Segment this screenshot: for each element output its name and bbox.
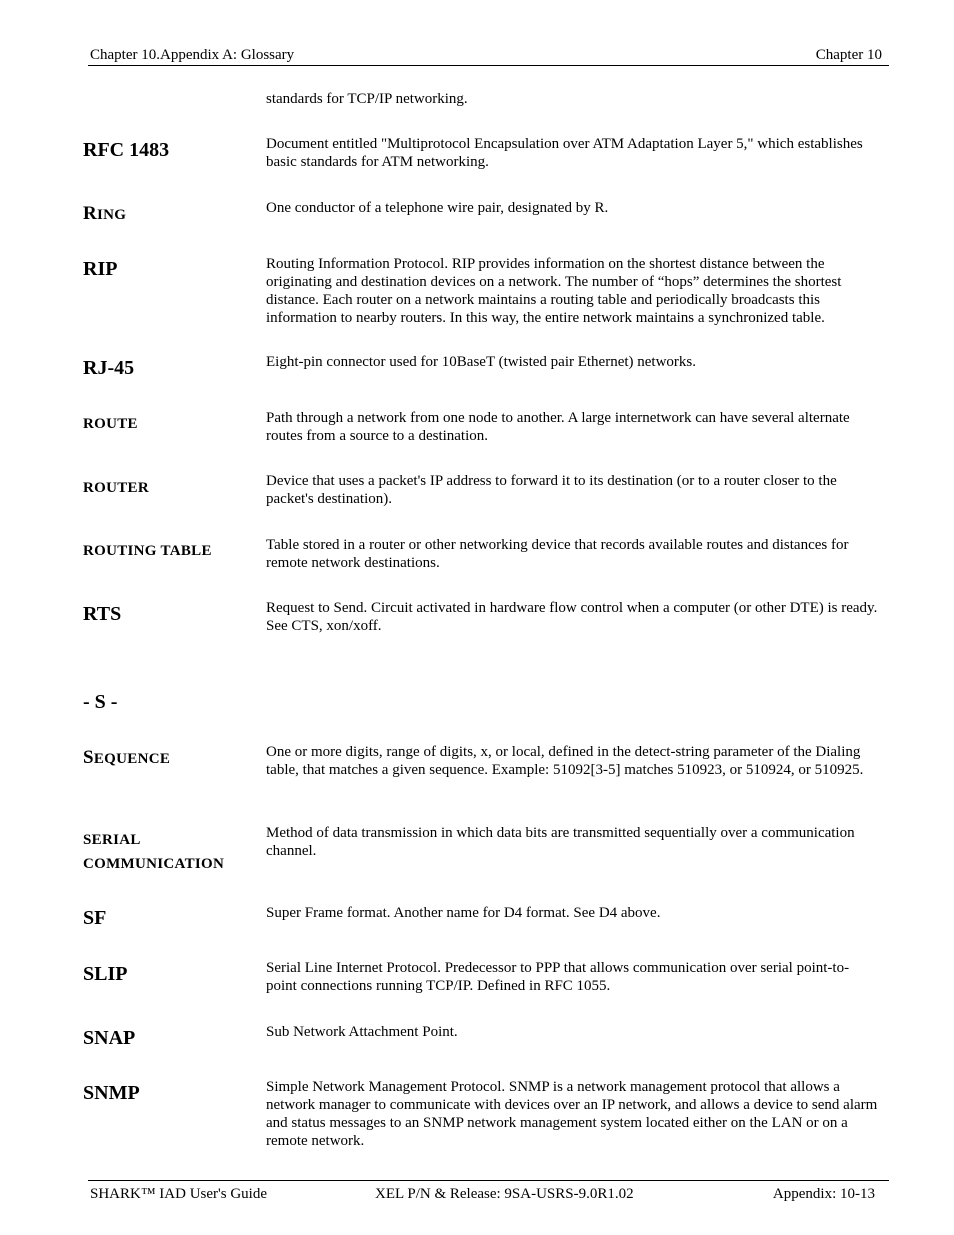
glossary-definition-slip: Serial Line Internet Protocol. Predecessor to PPP that allows communication over serial point-to-point connections running TCP/IP. Defined in RFC 1055.	[266, 960, 850, 994]
page-header	[88, 44, 889, 66]
glossary-term-route: ROUTE	[83, 416, 138, 432]
footer-guide-title: SHARK™ IAD User's Guide	[90, 1186, 267, 1202]
glossary-definition-rj45: Eight-pin connector used for 10BaseT (twisted pair Ethernet) networks.	[266, 354, 697, 370]
glossary-term-rfc1483: RFC 1483	[83, 139, 170, 161]
glossary-term-snap: SNAP	[83, 1027, 136, 1049]
glossary-term-serial-communication	[83, 828, 224, 876]
term-initial: R	[83, 203, 98, 224]
glossary-definition-sequence: One or more digits, range of digits, x, or local, defined in the detect-string parameter of the Dialing table, that matches a given sequence. Example: 51092[3-5] matches 510923, or 510924, or 510925.	[266, 744, 864, 778]
footer-release: XEL P/N & Release: 9SA-USRS-9.0R1.02	[375, 1186, 634, 1202]
glossary-term-sequence	[83, 746, 170, 771]
glossary-term-routing-table: ROUTING TABLE	[83, 543, 212, 559]
term-line-2: COMMUNICATION	[83, 856, 225, 872]
glossary-definition-router: Device that uses a packet's IP address to forward it to its destination (or to a router closer to the packet's destination).	[266, 473, 837, 507]
glossary-definition-serial-communication: Method of data transmission in which data bits are transmitted sequentially over a communication channel.	[266, 825, 855, 859]
glossary-term-ring	[83, 202, 126, 227]
term-initial: S	[83, 747, 94, 768]
glossary-definition-route: Path through a network from one node to another. A large internetwork can have several alternate routes from a source to a destination.	[266, 410, 850, 444]
glossary-term-sf: SF	[83, 907, 107, 929]
term-rest: ING	[97, 207, 127, 223]
glossary-definition-sf: Super Frame format. Another name for D4 format. See D4 above.	[266, 905, 661, 921]
term-rest: EQUENCE	[93, 751, 171, 767]
glossary-definition-routing-table: Table stored in a router or other networking device that records available routes and distances for remote network destinations.	[266, 537, 849, 571]
header-chapter-number: Chapter 10	[815, 47, 882, 63]
glossary-definition-ring: One conductor of a telephone wire pair, designated by R.	[266, 200, 609, 216]
page-footer	[88, 1180, 889, 1203]
glossary-term-rip: RIP	[83, 258, 118, 280]
continued-definition: standards for TCP/IP networking.	[266, 91, 468, 107]
footer-page-number: Appendix: 10-13	[772, 1186, 875, 1202]
glossary-term-rts: RTS	[83, 603, 122, 625]
glossary-term-rj45: RJ-45	[83, 357, 135, 379]
glossary-term-slip: SLIP	[83, 963, 128, 985]
glossary-term-router: ROUTER	[83, 480, 149, 496]
glossary-definition-snmp: Simple Network Management Protocol. SNMP is a network management protocol that allows a network manager to communicate with devices over an IP network, and allows a device to send alarm and status messages to an SNMP network management system located either on the LAN or on a remote network.	[266, 1079, 878, 1149]
header-chapter-title: Chapter 10.Appendix A: Glossary	[90, 47, 295, 63]
glossary-definition-snap: Sub Network Attachment Point.	[266, 1024, 458, 1040]
section-heading-s: - S -	[83, 691, 118, 713]
glossary-definition-rip: Routing Information Protocol. RIP provides information on the shortest distance between the originating and destination devices on a network. The number of “hops” determines the shortest distance. Each router on a network maintains a routing table and periodically broadcasts this information to nearby routers. In this way, the entire network maintains a synchronized table.	[266, 256, 842, 326]
glossary-definition-rfc1483: Document entitled "Multiprotocol Encapsulation over ATM Adaptation Layer 5," which establishes basic standards for ATM networking.	[266, 136, 863, 170]
term-line-1: SERIAL	[83, 832, 141, 848]
glossary-definition-rts: Request to Send. Circuit activated in hardware flow control when a computer (or other DTE) is ready. See CTS, xon/xoff.	[266, 600, 878, 634]
glossary-term-snmp: SNMP	[83, 1082, 140, 1104]
